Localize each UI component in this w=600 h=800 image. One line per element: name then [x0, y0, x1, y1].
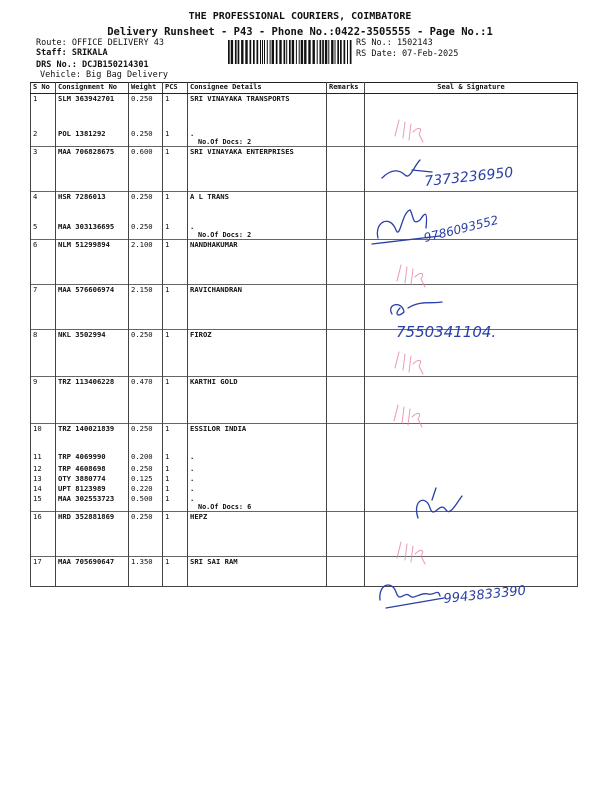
rs-date: RS Date: 07-Feb-2025 — [356, 49, 459, 59]
cell-pcs-text: 1 — [165, 285, 170, 294]
cell-sno-text: 1 — [33, 94, 38, 103]
cell-consignment-text: SLM 363942701 — [58, 94, 115, 103]
col-sno: S No — [31, 83, 56, 94]
docs-count: No.Of Docs: 2 — [198, 230, 252, 239]
cell-sno-text: 4 — [33, 192, 38, 201]
cell-consignee-text: KARTHI GOLD — [190, 377, 238, 386]
cell-weight-text: 0.600 — [131, 147, 153, 156]
cell-consignee-text: SRI SAI RAM — [190, 557, 238, 566]
cell-weight-text: 0.250 — [131, 192, 153, 201]
cell-weight-text: 1.350 — [131, 557, 153, 566]
cell-weight-text: 0.250 — [131, 330, 153, 339]
handwritten-phone: 7550341104. — [396, 323, 497, 341]
cell-weight-text: 0.200 — [131, 451, 153, 461]
cell-pcs-text: 1 — [165, 377, 170, 386]
cell-pcs-text: 1 — [165, 330, 170, 339]
cell-weight-text: 0.250 — [131, 424, 153, 433]
cell-sno-text: 10 — [33, 424, 42, 433]
company-title: THE PROFESSIONAL COURIERS, COIMBATORE — [188, 11, 412, 22]
signature-mark — [391, 302, 497, 341]
cell-weight-text: 0.250 — [131, 128, 153, 138]
signature-mark — [417, 488, 462, 518]
cell-consignee-text: HEPZ — [190, 512, 208, 521]
cell-pcs-text: 1 — [165, 147, 170, 156]
route-label: Route: OFFICE DELIVERY 43 — [36, 38, 164, 48]
cell-pcs-text: 1 — [165, 240, 170, 249]
cell-weight-text: 2.100 — [131, 240, 153, 249]
cell-consignment-text: UPT 8123989 — [58, 483, 106, 493]
handwritten-phone: 9786093552 — [422, 212, 500, 245]
cell-consignee-text: . — [190, 483, 195, 493]
cell-pcs-text: 1 — [165, 128, 170, 138]
cell-consignee-text: . — [190, 473, 195, 483]
seal-mark — [395, 352, 423, 374]
handwritten-phone: 9943833390 — [442, 583, 527, 607]
vehicle-label: Vehicle: Big Bag Delivery — [40, 70, 168, 80]
runsheet-subtitle: Delivery Runsheet - P43 - Phone No.:0422-3505555 - Page No.:1 — [107, 26, 493, 38]
cell-consignment-text: TRZ 140021839 — [58, 424, 115, 433]
drs-number: DRS No.: DCJB150214301 — [36, 60, 149, 70]
cell-weight-text: 0.250 — [131, 463, 153, 473]
cell-consignment-text: MAA 576606974 — [58, 285, 115, 294]
cell-consignment-text: OTY 3880774 — [58, 473, 106, 483]
cell-pcs-text: 1 — [165, 451, 170, 461]
cell-pcs-text: 1 — [165, 473, 170, 483]
cell-weight-text: 0.500 — [131, 493, 153, 503]
seal-mark — [397, 542, 425, 564]
cell-consignee-text: . — [190, 221, 195, 231]
cell-weight-text: 0.250 — [131, 221, 153, 231]
cell-weight-text: 0.250 — [131, 512, 153, 521]
col-seal: Seal & Signature — [365, 83, 578, 94]
seal-mark — [394, 405, 422, 427]
col-consignee: Consignee Details — [188, 83, 327, 94]
cell-consignee-text: SRI VINAYAKA TRANSPORTS — [190, 94, 290, 103]
cell-sno-text: 11 — [33, 451, 42, 461]
col-pcs: PCS — [163, 83, 188, 94]
cell-sno-text: 8 — [33, 330, 38, 339]
cell-consignee-text: . — [190, 493, 195, 503]
cell-consignee-text: ESSILOR INDIA — [190, 424, 247, 433]
cell-sno-text: 7 — [33, 285, 38, 294]
cell-sno-text: 17 — [33, 557, 42, 566]
cell-consignment-text: HRD 352881869 — [58, 512, 115, 521]
seal-mark — [397, 265, 425, 287]
cell-pcs-text: 1 — [165, 483, 170, 493]
cell-sno-text: 9 — [33, 377, 38, 386]
cell-sno-text: 5 — [33, 221, 38, 231]
cell-weight-text: 2.150 — [131, 285, 153, 294]
cell-pcs-text: 1 — [165, 493, 170, 503]
seal-mark — [395, 120, 423, 142]
cell-pcs-text: 1 — [165, 512, 170, 521]
cell-sno-text: 2 — [33, 128, 38, 138]
col-weight: Weight — [129, 83, 163, 94]
cell-weight-text: 0.470 — [131, 377, 153, 386]
cell-pcs-text: 1 — [165, 192, 170, 201]
docs-count: No.Of Docs: 6 — [198, 502, 252, 511]
cell-sno-text: 15 — [33, 493, 42, 503]
cell-consignment-text: MAA 706828675 — [58, 147, 115, 156]
cell-consignee-text: NANDHAKUMAR — [190, 240, 238, 249]
cell-consignment-text: TRP 4608698 — [58, 463, 106, 473]
handwritten-phone: 7373236950 — [423, 164, 515, 190]
cell-pcs-text: 1 — [165, 424, 170, 433]
cell-consignment-text: TRP 4069990 — [58, 451, 106, 461]
cell-sno-text: 12 — [33, 463, 42, 473]
cell-consignee-text: SRI VINAYAKA ENTERPRISES — [190, 147, 294, 156]
cell-sno-text: 14 — [33, 483, 42, 493]
cell-consignee-text: . — [190, 451, 195, 461]
cell-pcs-text: 1 — [165, 463, 170, 473]
cell-consignment-text: POL 1381292 — [58, 128, 106, 138]
col-remarks: Remarks — [327, 83, 365, 94]
cell-consignee-text: FIROZ — [190, 330, 212, 339]
cell-consignee-text: . — [190, 128, 195, 138]
signature-mark — [380, 583, 527, 608]
cell-sno-text: 13 — [33, 473, 42, 483]
docs-count: No.Of Docs: 2 — [198, 137, 252, 146]
cell-consignment-text: MAA 302553723 — [58, 493, 115, 503]
cell-sno-text: 6 — [33, 240, 38, 249]
cell-pcs-text: 1 — [165, 557, 170, 566]
cell-sno-text: 3 — [33, 147, 38, 156]
cell-consignment-text: TRZ 113406228 — [58, 377, 115, 386]
cell-weight-text: 0.220 — [131, 483, 153, 493]
cell-pcs-text: 1 — [165, 94, 170, 103]
col-consignment: Consignment No — [56, 83, 129, 94]
cell-weight-text: 0.250 — [131, 94, 153, 103]
rs-number: RS No.: 1502143 — [356, 38, 433, 48]
signature-mark — [372, 210, 500, 245]
cell-consignment-text: NLM 51299894 — [58, 240, 110, 249]
cell-consignment-text: HSR 7286013 — [58, 192, 106, 201]
cell-consignment-text: MAA 705690647 — [58, 557, 115, 566]
cell-consignment-text: MAA 303136695 — [58, 221, 115, 231]
cell-sno-text: 16 — [33, 512, 42, 521]
cell-pcs-text: 1 — [165, 221, 170, 231]
cell-consignment-text: NKL 3502994 — [58, 330, 106, 339]
cell-consignee-text: RAVICHANDRAN — [190, 285, 242, 294]
cell-weight-text: 0.125 — [131, 473, 153, 483]
staff-label: Staff: SRIKALA — [36, 48, 108, 58]
signature-mark — [382, 160, 514, 190]
cell-consignee-text: A L TRANS — [190, 192, 229, 201]
cell-consignee-text: . — [190, 463, 195, 473]
